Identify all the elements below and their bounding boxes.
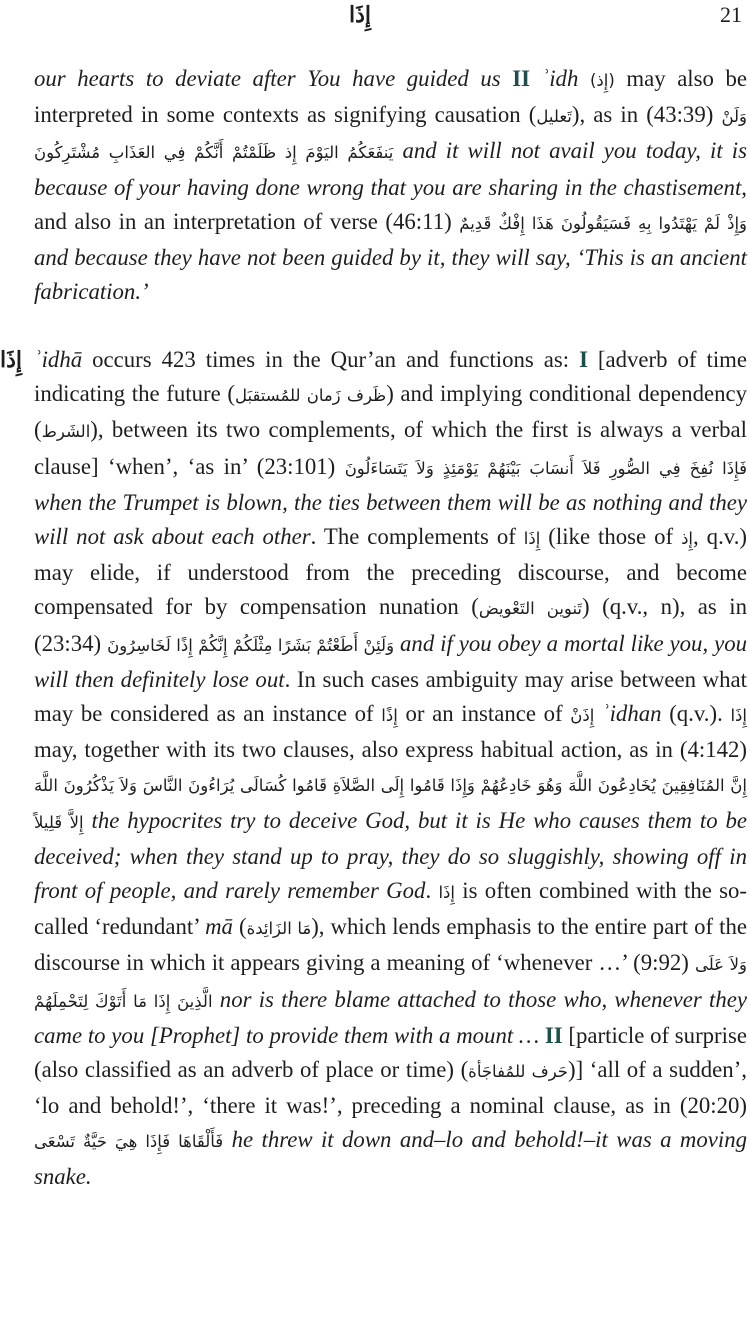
body-text: , and also in an interpretation of verse (46:11) <box>34 174 747 234</box>
entry-headword: إِذَا <box>0 347 23 372</box>
body-text: may also be interpreted in some contexts as signifying causation ( <box>34 66 748 128</box>
translation-text: our hearts to deviate after You have guided us <box>34 66 501 91</box>
transliteration: ʾidhan <box>602 701 662 727</box>
translation-text: and because they have not been guided by it, they will say, ‘This is an ancient fabrication.’ <box>34 245 747 305</box>
translation-text: nor is there blame attached to those who, whenever they came to you [Prophet] to provide them with a mount … <box>34 986 747 1048</box>
body-text: ) (q.v., n), as in (23:34) <box>34 594 747 656</box>
arabic-verse: إِنَّ المُنَافِقِينَ يُخَادِعُونَ اللَّهَ وَهُوَ خَادِعُهُمْ وَإِذَا قَامُوا إِلَى الصَّلاَةِ قَامُوا كُسَالَى يُرَاءُونَ النَّاسَ وَلاَ يَذْكُرُونَ اللَّهَ إِلاَّ قَلِيلاً <box>34 776 747 832</box>
arabic-term: (إِذ) <box>589 71 615 90</box>
body-text: , q.v.) may elide, if understood from the preceding discourse, and become compensated for by compensation nunation ( <box>34 524 747 620</box>
transliteration: mā <box>205 914 233 940</box>
body-text: (q.v.). <box>669 701 723 727</box>
arabic-verse: وَلاَ عَلَى الَّذِينَ إِذَا مَا أَتَوْكَ لِتَحْمِلَهُمْ <box>34 955 748 1011</box>
body-text: . In such cases ambiguity may arise between what may be considered as an instance of <box>34 666 747 727</box>
arabic-term: إِذًا <box>381 706 398 726</box>
translation-text: the hypocrites try to deceive God, but it is He who causes them to be deceived; when they stand up to pray, they do so sluggishly, showing off in front of people, and rarely remember God <box>34 807 747 904</box>
arabic-term: إِذَا <box>438 883 455 903</box>
arabic-verse: فَأَلْقَاهَا فَإِذَا هِيَ حَيَّةٌ تَسْعَى <box>34 1132 224 1152</box>
arabic-term: الشَرط <box>41 422 91 442</box>
page-number: 21 <box>720 2 742 27</box>
body-text: or an instance of <box>405 701 563 727</box>
arabic-verse: وَإِذْ لَمْ يَهْتَدُوا بِهِ فَسَيَقُولُونَ هَذَا إِفْكٌ قَدِيمٌ <box>459 213 747 233</box>
body-text: )] ‘all of a sudden’, ‘lo and behold!’, ‘there it was!’, preceding a nominal clause, as in (20:20) <box>34 1057 747 1119</box>
arabic-term: مَا الزَائِدة <box>246 919 312 939</box>
arabic-verse: فَإِذَا نُفِخَ فِي الصُّورِ فَلاَ أَنسَابَ بَيْنَهُمْ يَوْمَئِذٍ وَلاَ يَتَسَاءَلُونَ <box>344 458 747 478</box>
arabic-verse: وَلَنْ يَنفَعَكُمُ اليَوْمَ إِذ ظَلَمْتُمْ أَنَّكُمْ فِي العَذَابِ مُشْتَرِكُونَ <box>34 107 747 163</box>
translation-text: and if you obey a mortal like you, you will then definitely lose out <box>34 630 747 692</box>
translation-text: when the Trumpet is blown, the ties between them will be as nothing and they will not ask about each other <box>34 489 747 550</box>
body-text: ), which lends emphasis to the entire part of the discourse in which it appears giving a meaning of ‘whenever …’ (9:92) <box>34 914 748 976</box>
sense-numeral: I <box>579 347 588 372</box>
arabic-term: تَعليل <box>536 107 572 127</box>
body-text: [adverb of time indicating the future ( <box>34 347 747 407</box>
body-text: ( <box>238 914 247 940</box>
translation-text: and it will not avail you today, it is because of your having done wrong that you are sharing in the chastisement <box>34 138 747 200</box>
entry-idh-continuation <box>34 62 747 309</box>
body-text: may, together with its two clauses, also express habitual action, as in (4:142) <box>34 737 747 763</box>
entry-idha <box>34 343 747 1194</box>
running-head-word: إِذَا <box>348 2 372 27</box>
body-text: (like those of <box>548 524 674 550</box>
body-text: . The complements of <box>310 524 516 550</box>
arabic-term: حَرف للمُفاجَأة <box>468 1062 569 1082</box>
arabic-term: إِذَا <box>730 706 747 726</box>
sense-numeral: II <box>544 1022 563 1048</box>
translation-text: he threw it down and–lo and behold!–it was a moving snake. <box>34 1127 748 1189</box>
arabic-verse: وَلَئِنْ أَطَعْتُمْ بَشَرًا مِثْلَكُمْ إِنَّكُمْ إِذًا لَخَاسِرُونَ <box>107 635 395 655</box>
arabic-term: ظَرف زَمان للمُستقبَل <box>234 386 387 406</box>
transliteration: ʾidh <box>541 66 579 91</box>
body-text: ), between its two complements, of which the first is always a verbal clause] ‘when’, ‘as in’ (23:101) <box>34 417 747 479</box>
arabic-term: تَنوين التَعْويض <box>478 599 583 619</box>
body-text: ), as in (43:39) <box>571 102 714 128</box>
body-text: is often combined with the so-called ‘redundant’ <box>34 878 748 940</box>
body-text: [particle of surprise (also classified as an adverb of place or time) ( <box>34 1022 747 1083</box>
arabic-term: إِذ <box>681 529 694 549</box>
sense-numeral: II <box>512 66 531 91</box>
transliteration: ʾidhā <box>34 347 83 372</box>
body-text: . <box>425 878 432 904</box>
arabic-term: إِذَنْ <box>570 706 595 726</box>
arabic-term: إِذَا <box>523 529 541 549</box>
body-text: ) and implying conditional dependency ( <box>34 381 748 443</box>
body-text: occurs 423 times in the Qur’an and functions as: <box>92 347 570 372</box>
